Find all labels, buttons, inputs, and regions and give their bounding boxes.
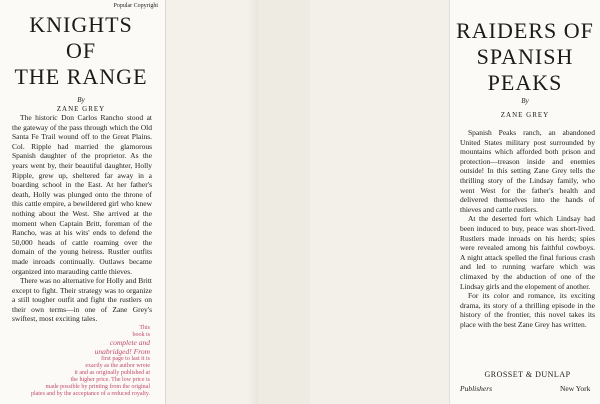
spine-panel [258, 0, 310, 404]
title-line: RAIDERS OF [456, 18, 594, 43]
front-cover-panel [310, 0, 449, 404]
title-line: OF [65, 38, 97, 63]
stamp-line: first page to last it is [101, 356, 150, 362]
left-flap-blurb [12, 113, 152, 324]
left-flap-author: ZANE GREY [56, 105, 106, 113]
publisher-city: New York [560, 384, 591, 393]
blurb-paragraph: For its color and romance, its exciting drama, its story of a thrilling episode in the history of the frontier, this novel takes its place with the best Zane Grey has written. [460, 291, 595, 329]
title-line: KNIGHTS [29, 12, 133, 37]
stamp-line: exactly as the author wrote [85, 363, 150, 369]
blurb-paragraph: At the deserted fort which Lindsay had been induced to buy, peace was short-lived. Rustlers made inroads on his herds; spies were revealed among his faithful cowboys. A night attack spelled the final furious crash and led to running warfare which was climaxed by the abduction of one of the Lindsay girls and the elopement of another. [460, 214, 595, 291]
stamp-line: the higher price. The low price is [70, 377, 150, 383]
stamp-line: book is [132, 332, 150, 338]
back-cover-panel [165, 0, 258, 404]
copyright-note: Popular Copyright [113, 3, 158, 9]
publisher-name: GROSSET & DUNLAP [484, 370, 571, 379]
title-line: THE RANGE [14, 64, 148, 89]
stamp-line: This [139, 325, 150, 331]
stamp-line: unabridged! From [94, 346, 150, 356]
unabridged-stamp [20, 325, 150, 398]
title-line: PEAKS [487, 70, 563, 95]
left-flap-by: By ZANE GREY [12, 96, 150, 113]
stamp-line: plates and by the acceptance of a reduced royalty. [30, 391, 150, 397]
blurb-paragraph: Spanish Peaks ranch, an abandoned United States military post surrounded by mountains which afforded both prison and protection—treason inside and enemies outside! In this setting Zane Grey tells the thrilling story of the Lindsay family, who went West for the father's health and delivered themselves into the hands of thieves and cattle rustlers. [460, 128, 595, 214]
right-flap-author: ZANE GREY [500, 111, 550, 119]
left-flap-title [12, 12, 150, 90]
blurb-paragraph: The historic Don Carlos Rancho stood at the gateway of the pass through which the Old Santa Fe Trail wound off to the Great Plains. Col. Ripple had married the glamorous Spanish daughter of the proprietor. As the years went by, their beautiful daughter, Holly Ripple, grew up, sheltered far away in a boarding school in the East. At her father's death, Holly was plunged onto the throne of this cattle empire, a bewildered girl who knew nothing about the West. She arrived at the moment when Captain Britt, foreman of the Rancho, was at his wits' ends to defend the 50,000 heads of cattle roaming over the domain of the young heiress. Rustler outfits made inroads continually. Outlaws became organized into marauding cattle thieves. [12, 113, 152, 276]
fold-line-left [165, 0, 166, 404]
right-flap-by: By [521, 97, 529, 105]
stamp-line: made possible by printing from the original [45, 384, 150, 390]
spine-shadow-left [248, 0, 258, 404]
stamp-line: it and as originally published at [74, 370, 150, 376]
fold-line-right [449, 0, 450, 404]
publisher-role: Publishers [460, 384, 493, 393]
blurb-paragraph: There was no alternative for Holly and Britt except to fight. Their strategy was to organize a still tougher outfit and fight the rustlers on their own terms—in one of Zane Grey's swiftest, most exciting tales. [12, 276, 152, 324]
right-flap-title [455, 18, 595, 96]
stamp-line: complete and [109, 338, 150, 347]
right-flap-blurb [460, 128, 595, 329]
title-line: SPANISH [476, 44, 574, 69]
